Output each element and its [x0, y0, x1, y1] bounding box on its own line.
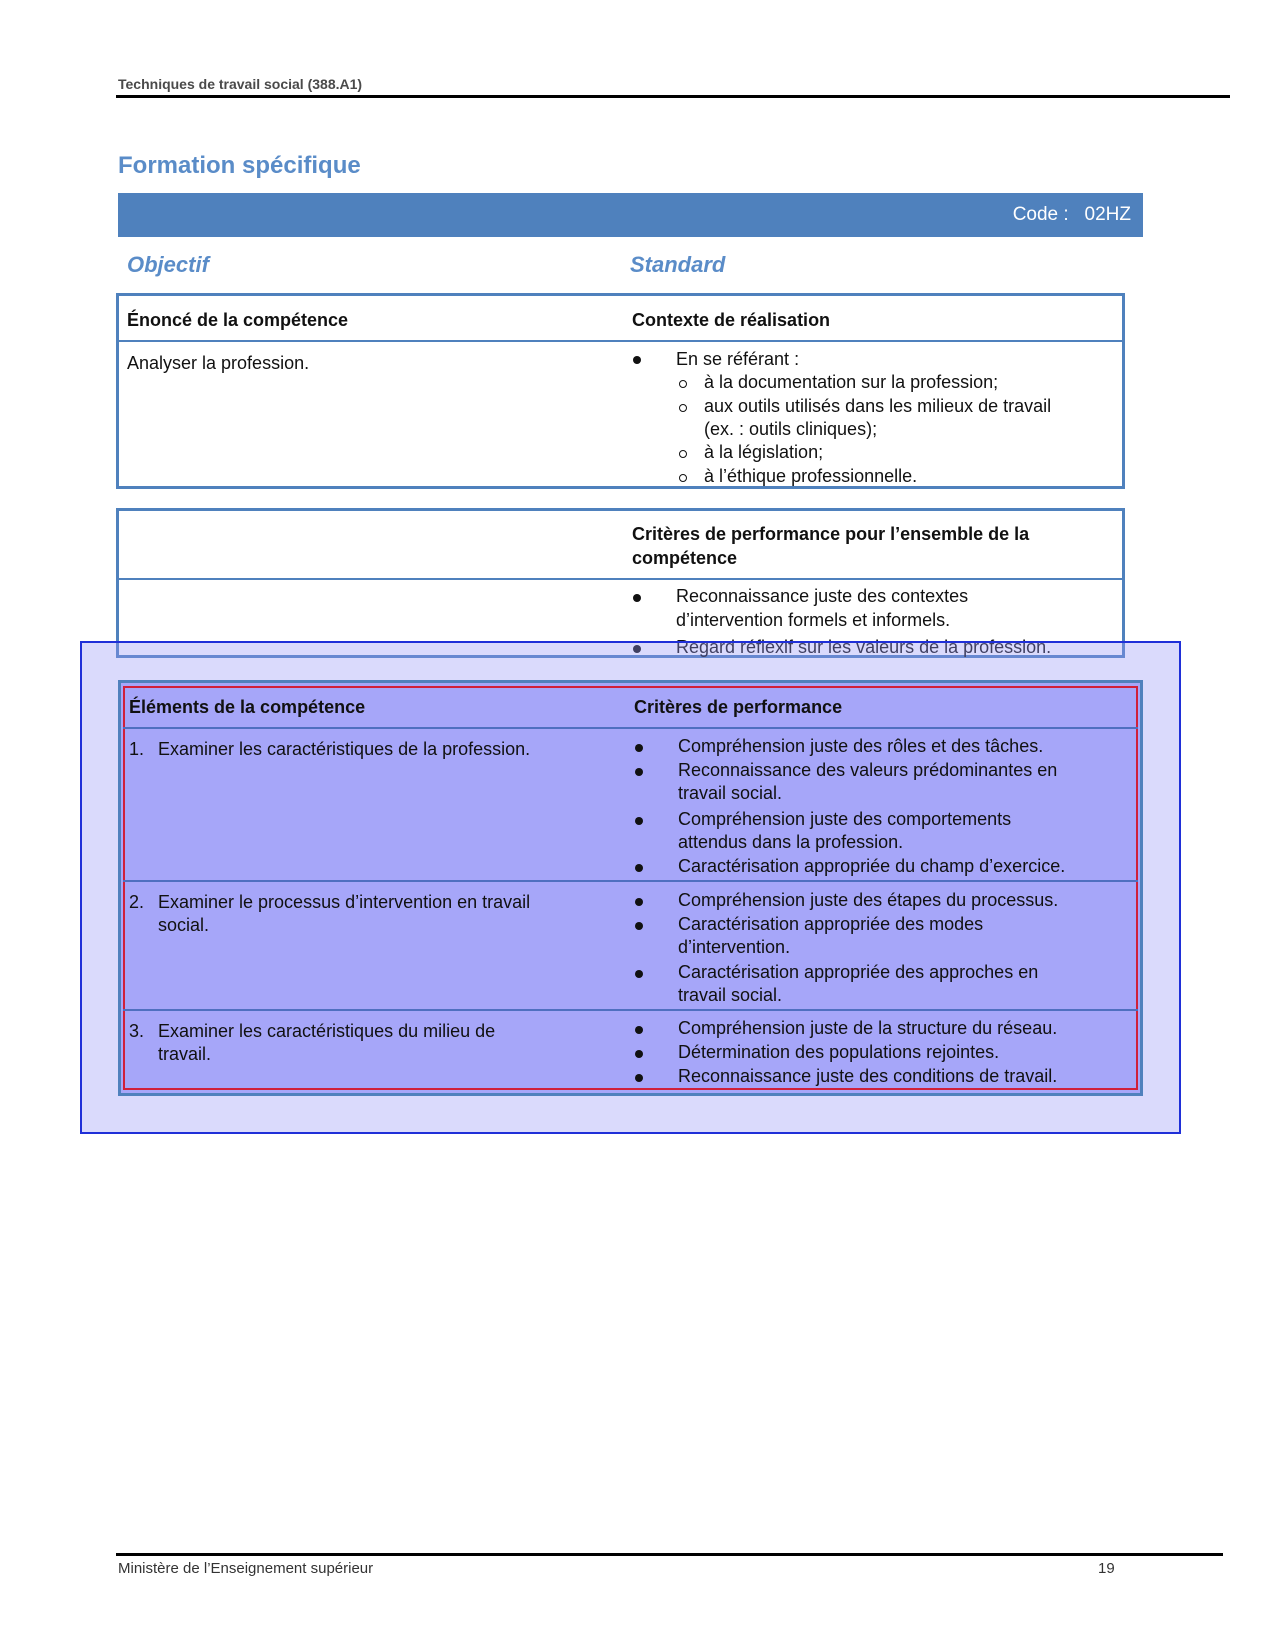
bullet-icon	[635, 1050, 643, 1058]
element-text: travail.	[158, 1044, 212, 1064]
page-number: 19	[1098, 1560, 1115, 1577]
criterion: Compréhension juste des étapes du processus.	[678, 890, 1059, 910]
footer-ministry: Ministère de l’Enseignement supérieur	[118, 1560, 374, 1577]
criterion: Compréhension juste des rôles et des tâches.	[678, 736, 1044, 756]
circle-bullet-icon	[679, 474, 687, 482]
elements-box	[118, 680, 1143, 1096]
global-criteria-box	[116, 508, 1125, 658]
global-criterion: Reconnaissance juste des contextes	[676, 586, 969, 606]
global-criterion: d’intervention formels et informels.	[676, 610, 951, 630]
element-text: Examiner les caractéristiques du milieu de	[158, 1021, 496, 1041]
context-item: à la documentation sur la profession;	[704, 372, 999, 392]
criterion: travail social.	[678, 783, 783, 803]
context-item: (ex. : outils cliniques);	[704, 419, 878, 439]
row-divider	[123, 1009, 1138, 1011]
row-divider	[123, 880, 1138, 882]
code-label-text: Code :	[1012, 204, 1069, 225]
circle-bullet-icon	[679, 404, 687, 412]
bullet-icon	[635, 817, 643, 825]
footer-rule	[116, 1553, 1223, 1556]
context-item: à la législation;	[704, 442, 824, 462]
bullet-icon	[635, 1074, 643, 1082]
criterion: Compréhension juste de la structure du réseau.	[678, 1018, 1058, 1038]
enonce-header: Énoncé de la compétence	[127, 310, 349, 330]
element-number: 3.	[129, 1021, 145, 1041]
criterion: Caractérisation appropriée des modes	[678, 914, 984, 934]
global-criteria-header: Critères de performance pour l’ensemble de la	[632, 524, 1030, 544]
bullet-icon	[633, 594, 641, 602]
bullet-icon	[635, 864, 643, 872]
box3-divider	[123, 727, 1138, 729]
criterion: attendus dans la profession.	[678, 832, 904, 852]
competence-box	[116, 293, 1125, 489]
criteria-header: Critères de performance	[634, 697, 843, 717]
box1-divider	[119, 340, 1122, 342]
running-header: Techniques de travail social (388.A1)	[118, 76, 363, 92]
bullet-icon	[635, 744, 643, 752]
criterion: Reconnaissance des valeurs prédominantes en	[678, 760, 1058, 780]
section-title: Formation spécifique	[118, 152, 361, 179]
standard-heading: Standard	[630, 252, 726, 277]
context-item: à l’éthique professionnelle.	[704, 466, 918, 486]
elements-header: Éléments de la compétence	[129, 697, 366, 717]
bullet-icon	[633, 356, 641, 364]
criterion: Caractérisation appropriée des approches en	[678, 962, 1039, 982]
criterion: d’intervention.	[678, 937, 791, 957]
bullet-icon	[635, 898, 643, 906]
contexte-header: Contexte de réalisation	[632, 310, 831, 330]
code-label	[1013, 204, 1131, 226]
criterion: travail social.	[678, 985, 783, 1005]
context-intro: En se référant :	[676, 349, 800, 369]
global-criteria-header-2: compétence	[632, 548, 738, 568]
bullet-icon	[635, 768, 643, 776]
box2-divider	[119, 578, 1122, 580]
criterion: Compréhension juste des comportements	[678, 809, 1012, 829]
bullet-icon	[635, 970, 643, 978]
objectif-heading: Objectif	[127, 252, 209, 277]
criterion: Reconnaissance juste des conditions de travail.	[678, 1066, 1058, 1086]
header-rule	[116, 95, 1230, 98]
circle-bullet-icon	[679, 450, 687, 458]
criterion: Détermination des populations rejointes.	[678, 1042, 1000, 1062]
element-number: 2.	[129, 892, 145, 912]
element-number: 1.	[129, 739, 145, 759]
element-text: social.	[158, 915, 210, 935]
code-bar	[118, 193, 1143, 237]
criterion: Caractérisation appropriée du champ d’exercice.	[678, 856, 1066, 876]
circle-bullet-icon	[679, 380, 687, 388]
code-value: 02HZ	[1084, 204, 1131, 225]
context-item: aux outils utilisés dans les milieux de travail	[704, 396, 1052, 416]
global-criterion: Regard réflexif sur les valeurs de la profession.	[676, 637, 1052, 657]
competence-statement: Analyser la profession.	[127, 353, 310, 373]
element-text: Examiner les caractéristiques de la profession.	[158, 739, 531, 759]
element-text: Examiner le processus d’intervention en travail	[158, 892, 531, 912]
bullet-icon	[635, 1026, 643, 1034]
bullet-icon	[635, 922, 643, 930]
